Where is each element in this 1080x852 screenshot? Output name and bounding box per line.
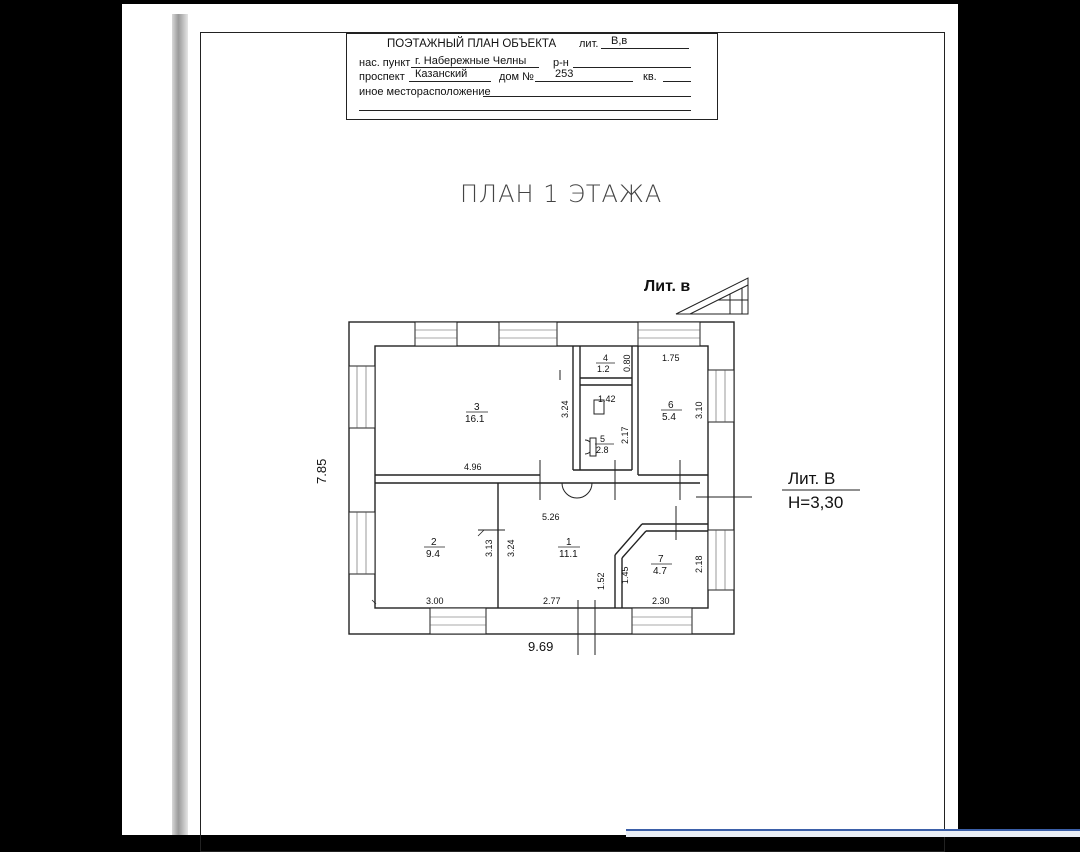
room-area: 9.4 [426, 549, 440, 560]
dimension-ticks [372, 530, 484, 604]
dim-label: 1.42 [598, 394, 616, 404]
room-number: 5 [600, 434, 606, 444]
dim-label: 2.30 [652, 596, 670, 606]
dim-label: 3.10 [694, 401, 704, 419]
room-number: 2 [431, 537, 437, 548]
overall-width-dim: 9.69 [528, 639, 554, 654]
room-area: 4.7 [653, 566, 667, 577]
dim-label: 2.18 [694, 555, 704, 573]
exterior-walls [349, 322, 734, 634]
building-lit-label: Лит. В [788, 469, 836, 488]
room-number: 6 [668, 400, 674, 411]
dim-label: 3.00 [426, 596, 444, 606]
room-number: 7 [658, 554, 664, 565]
height-label: H=3,30 [788, 493, 844, 512]
dim-label: 3.13 [484, 539, 494, 557]
plan-title: ПЛАН 1 ЭТАЖА [460, 180, 663, 208]
room-number: 4 [603, 353, 609, 363]
dim-label: 2.17 [620, 426, 630, 444]
dim-label: 1.52 [596, 572, 606, 590]
apt-label: кв. [643, 71, 657, 83]
overall-height-dim: 7.85 [314, 458, 329, 484]
street-type: проспект [359, 71, 405, 83]
viewer-bottom-bar [626, 829, 1080, 837]
dim-label: 1.45 [620, 566, 630, 584]
room-number: 1 [566, 537, 572, 548]
locality-value: г. Набережные Челны [415, 55, 527, 67]
other-location-label: иное месторасположение [359, 86, 491, 98]
house-label: дом № [499, 71, 534, 83]
lit-label: лит. [579, 38, 599, 50]
lit-mark-label: Лит. в [644, 278, 691, 295]
locality-label: нас. пункт [359, 57, 411, 69]
room-area: 5.4 [662, 412, 676, 423]
room-number: 3 [474, 402, 480, 413]
street-value: Казанский [415, 68, 468, 80]
house-value: 253 [555, 68, 574, 80]
dim-label: 1.75 [662, 353, 680, 363]
room-area: 11.1 [559, 549, 578, 560]
dim-label: 0.80 [622, 354, 632, 372]
title-block-heading: ПОЭТАЖНЫЙ ПЛАН ОБЪЕКТА [387, 38, 557, 50]
window-hatching [357, 330, 725, 625]
dim-label: 4.96 [464, 462, 482, 472]
dim-label: 2.77 [543, 596, 561, 606]
room-area: 1.2 [597, 364, 610, 374]
room-area: 2.8 [596, 445, 609, 455]
dim-label: 3.24 [506, 539, 516, 557]
dim-label: 5.26 [542, 512, 560, 522]
windows [349, 322, 734, 634]
lit-value: В,в [611, 35, 628, 47]
room-area: 16.1 [465, 414, 485, 425]
district-label: р-н [553, 57, 569, 69]
dim-label: 3.24 [560, 400, 570, 418]
room-labels [424, 353, 682, 577]
